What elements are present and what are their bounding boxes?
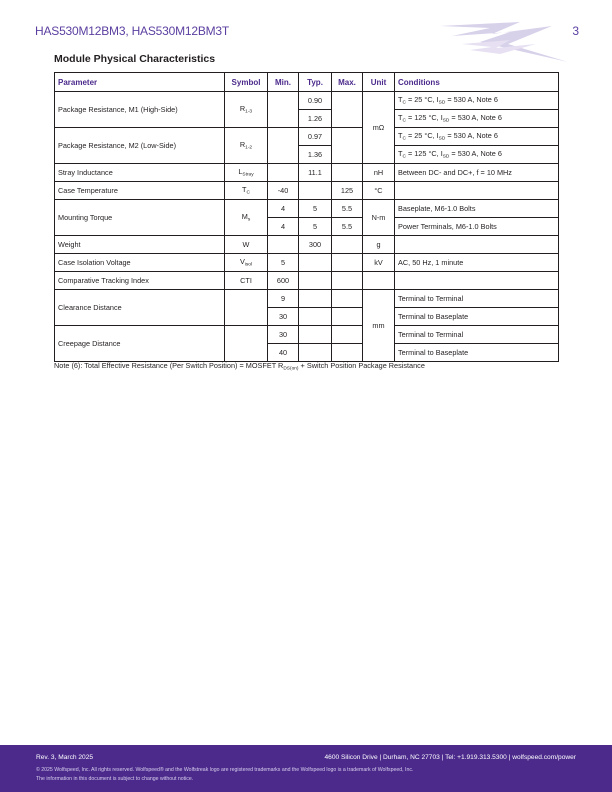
symbol-cell: $R_{1-3}$: [225, 92, 268, 128]
table-row: [55, 164, 559, 182]
col-header-min: Min.: [268, 73, 299, 92]
document-title: HAS530M12BM3, HAS530M12BM3T: [35, 24, 230, 38]
typ-cell: [299, 272, 332, 290]
param-cell: Weight: [55, 236, 225, 254]
max-cell: [332, 236, 363, 254]
symbol-cell: $V_{isol}$: [225, 254, 268, 272]
unit-cell: kV: [363, 254, 395, 272]
table-row: [55, 200, 559, 218]
param-cell: Case Isolation Voltage: [55, 254, 225, 272]
max-cell: 5.5: [332, 200, 363, 218]
param-cell: Comparative Tracking Index: [55, 272, 225, 290]
param-cell: Clearance Distance: [55, 290, 225, 326]
table-row: [55, 272, 559, 290]
max-cell: [332, 344, 363, 362]
typ-cell: 0.90: [299, 92, 332, 110]
max-cell: 125: [332, 182, 363, 200]
min-cell: [268, 92, 299, 128]
typ-cell: 5: [299, 218, 332, 236]
conditions-cell: $T_C = 25$ °C, $I_{SD} = 530$ A, Note 6: [395, 128, 559, 146]
col-header-conditions: Conditions: [395, 73, 559, 92]
unit-cell: °C: [363, 182, 395, 200]
typ-cell: [299, 182, 332, 200]
unit-cell: mm: [363, 290, 395, 362]
conditions-cell: Terminal to Terminal: [395, 326, 559, 344]
max-cell: [332, 272, 363, 290]
page-number: 3: [572, 24, 579, 38]
physical-characteristics-table: [54, 72, 559, 362]
conditions-cell: $T_C = 25$ °C, $I_{SD} = 530$ A, Note 6: [395, 92, 559, 110]
conditions-cell: $T_C = 125$ °C, $I_{SD} = 530$ A, Note 6: [395, 146, 559, 164]
footer-address: 4600 Silicon Drive | Durham, NC 27703 | Tel: +1.919.313.5300 | wolfspeed.com/power: [324, 754, 576, 761]
table-row: [55, 92, 559, 110]
conditions-cell: Terminal to Baseplate: [395, 308, 559, 326]
table-header-row: [55, 73, 559, 92]
symbol-cell: CTI: [225, 272, 268, 290]
typ-cell: 0.97: [299, 128, 332, 146]
typ-cell: 300: [299, 236, 332, 254]
max-cell: [332, 254, 363, 272]
min-cell: [268, 236, 299, 254]
typ-cell: [299, 254, 332, 272]
min-cell: 9: [268, 290, 299, 308]
unit-cell: nH: [363, 164, 395, 182]
table-row: [55, 128, 559, 146]
conditions-cell: Power Terminals, M6-1.0 Bolts: [395, 218, 559, 236]
symbol-cell: $L_{Stray}$: [225, 164, 268, 182]
typ-cell: [299, 290, 332, 308]
conditions-cell: [395, 236, 559, 254]
param-cell: Stray Inductance: [55, 164, 225, 182]
min-cell: 5: [268, 254, 299, 272]
param-cell: Case Temperature: [55, 182, 225, 200]
conditions-cell: [395, 272, 559, 290]
param-cell: Creepage Distance: [55, 326, 225, 362]
min-cell: [268, 164, 299, 182]
min-cell: 30: [268, 308, 299, 326]
typ-cell: 1.36: [299, 146, 332, 164]
table-row: [55, 290, 559, 308]
table-row: [55, 326, 559, 344]
typ-cell: [299, 344, 332, 362]
typ-cell: [299, 326, 332, 344]
wolfstreak-logo-icon: [440, 14, 568, 62]
col-header-max: Max.: [332, 73, 363, 92]
symbol-cell: $T_C$: [225, 182, 268, 200]
conditions-cell: Terminal to Terminal: [395, 290, 559, 308]
symbol-cell: $M_s$: [225, 200, 268, 236]
unit-cell: mΩ: [363, 92, 395, 164]
conditions-cell: Baseplate, M6-1.0 Bolts: [395, 200, 559, 218]
footer-revision: Rev. 3, March 2025: [36, 754, 94, 761]
typ-cell: 11.1: [299, 164, 332, 182]
table-note: Note (6): Total Effective Resistance (Per Switch Position) = MOSFET $R_{DS(on)}$ + Switch Position Package Resistance: [54, 361, 425, 372]
max-cell: [332, 326, 363, 344]
col-header-unit: Unit: [363, 73, 395, 92]
min-cell: -40: [268, 182, 299, 200]
typ-cell: 1.26: [299, 110, 332, 128]
table-row: [55, 254, 559, 272]
section-title: Module Physical Characteristics: [54, 53, 216, 65]
col-header-symbol: Symbol: [225, 73, 268, 92]
col-header-parameter: Parameter: [55, 73, 225, 92]
col-header-typ: Typ.: [299, 73, 332, 92]
max-cell: [332, 92, 363, 128]
conditions-cell: $T_C = 125$ °C, $I_{SD} = 530$ A, Note 6: [395, 110, 559, 128]
param-cell: Package Resistance, M2 (Low-Side): [55, 128, 225, 164]
unit-cell: [363, 272, 395, 290]
footer-copyright: © 2025 Wolfspeed, Inc. All rights reserved. Wolfspeed® and the Wolfstreak logo are registered trademarks and the Wolfspeed logo is a trademark of Wolfspeed, Inc.: [36, 767, 414, 773]
table-row: [55, 182, 559, 200]
param-cell: Mounting Torque: [55, 200, 225, 236]
footer-disclaimer: The information in this document is subject to change without notice.: [36, 776, 194, 782]
symbol-cell: [225, 326, 268, 362]
conditions-cell: Terminal to Baseplate: [395, 344, 559, 362]
conditions-cell: [395, 182, 559, 200]
typ-cell: [299, 308, 332, 326]
conditions-cell: AC, 50 Hz, 1 minute: [395, 254, 559, 272]
max-cell: [332, 164, 363, 182]
symbol-cell: $R_{1-2}$: [225, 128, 268, 164]
min-cell: [268, 128, 299, 164]
min-cell: 30: [268, 326, 299, 344]
min-cell: 40: [268, 344, 299, 362]
param-cell: Package Resistance, M1 (High-Side): [55, 92, 225, 128]
max-cell: 5.5: [332, 218, 363, 236]
max-cell: [332, 308, 363, 326]
symbol-cell: [225, 290, 268, 326]
page-footer: [0, 745, 612, 792]
min-cell: 4: [268, 200, 299, 218]
table-row: [55, 236, 559, 254]
unit-cell: g: [363, 236, 395, 254]
max-cell: [332, 290, 363, 308]
unit-cell: N-m: [363, 200, 395, 236]
min-cell: 600: [268, 272, 299, 290]
max-cell: [332, 128, 363, 164]
symbol-cell: W: [225, 236, 268, 254]
conditions-cell: Between DC- and DC+, f = 10 MHz: [395, 164, 559, 182]
min-cell: 4: [268, 218, 299, 236]
typ-cell: 5: [299, 200, 332, 218]
